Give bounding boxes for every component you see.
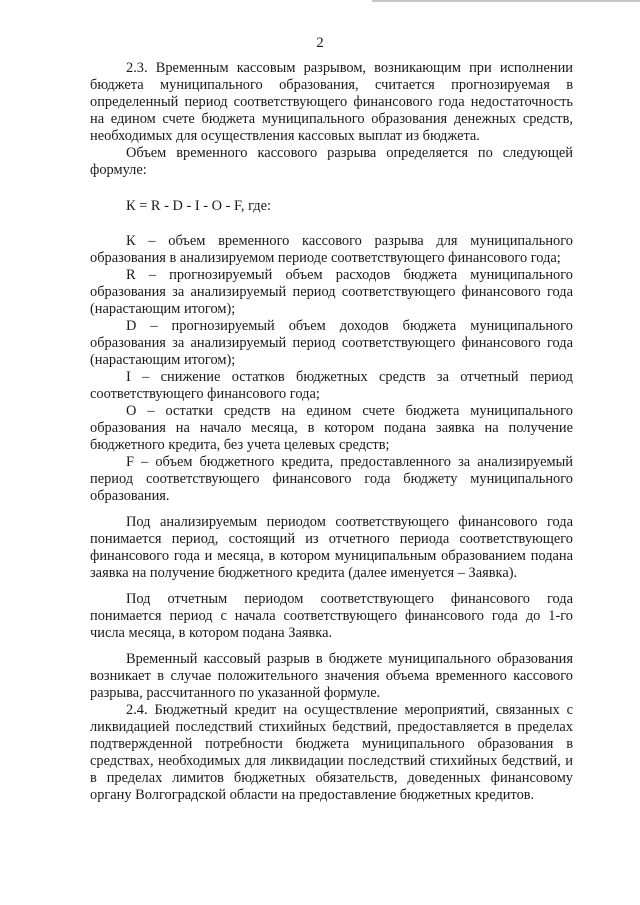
definition-f: F – объем бюджетного кредита, предоставленного за анализируемый период соответствующего финансового года бюджету муниципального образования. <box>90 454 573 504</box>
paragraph-formula-intro: Объем временного кассового разрыва определяется по следующей формуле: <box>90 145 573 178</box>
definition-k: К – объем временного кассового разрыва для муниципального образования в анализируемом периоде соответствующего финансового года; <box>90 233 573 266</box>
paragraph-2-3-definition: 2.3. Временным кассовым разрывом, возникающим при исполнении бюджета муниципального образования, считается прогнозируемая в определенный период соответствующего финансового года недостаточность на едином счете бюджета муниципального образования денежных средств, необходимых для осуществления кассовых выплат из бюджета. <box>90 60 573 144</box>
scan-edge-line <box>372 0 640 2</box>
definition-o: O – остатки средств на едином счете бюджета муниципального образования на начало месяца, в котором подана заявка на получение бюджетного кредита, без учета целевых средств; <box>90 403 573 453</box>
paragraph-gap-occurrence: Временный кассовый разрыв в бюджете муниципального образования возникает в случае положительного значения объема временного кассового разрыва, рассчитанного по указанной формуле. <box>90 651 573 701</box>
definition-i: I – снижение остатков бюджетных средств за отчетный период соответствующего финансового года; <box>90 369 573 402</box>
paragraph-reporting-period: Под отчетным периодом соответствующего финансового года понимается период с начала соответствующего финансового года до 1-го числа месяца, в котором подана Заявка. <box>90 591 573 641</box>
definition-d: D – прогнозируемый объем доходов бюджета муниципального образования за анализируемый период соответствующего финансового года (нарастающим итогом); <box>90 318 573 368</box>
paragraph-analyzed-period: Под анализируемым периодом соответствующего финансового года понимается период, состоящий из отчетного периода соответствующего финансового года и месяца, в котором муниципальным образованием подана заявка на получение бюджетного кредита (далее именуется – Заявка). <box>90 514 573 581</box>
formula: К = R - D - I - O - F, где: <box>126 198 271 214</box>
definition-r: R – прогнозируемый объем расходов бюджета муниципального образования за анализируемый период соответствующего финансового года (нарастающим итогом); <box>90 267 573 317</box>
paragraph-2-4-disaster-credit: 2.4. Бюджетный кредит на осуществление мероприятий, связанных с ликвидацией последствий стихийных бедствий, предоставляется в пределах подтвержденной потребности бюджета муниципального образования в средствах, необходимых для ликвидации последствий стихийных бедствий, и в пределах лимитов бюджетных обязательств, доведенных финансовому органу Волгоградской области на предоставление бюджетных кредитов. <box>90 702 573 803</box>
document-body <box>90 60 573 804</box>
page-number: 2 <box>316 35 324 51</box>
